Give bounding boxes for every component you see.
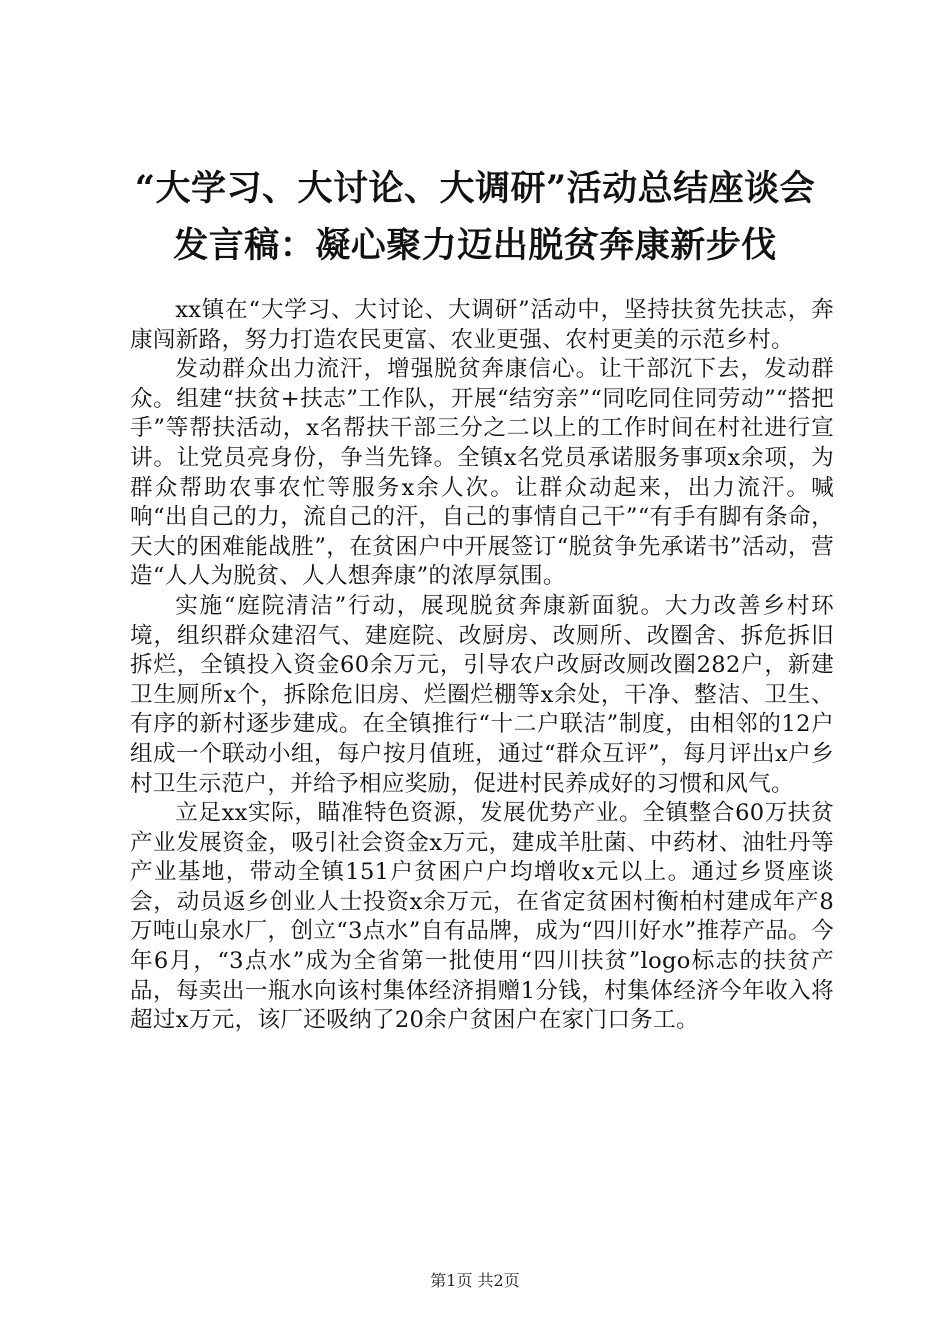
paragraph-2: 发动群众出力流汗，增强脱贫奔康信心。让干部沉下去，发动群众。组建“扶贫+扶志”工作队，开展“结穷亲”“同吃同住同劳动”“搭把手”等帮扶活动，x名帮扶干部三分之二以上的工作时间在村社进行宣讲。让党员亮身份，争当先锋。全镇x名党员承诺服务事项x余项，为群众帮助农事农忙等服务x余人次。让群众动起来，出力流汗。喊响“出自己的力，流自己的汗，自己的事情自己干”“有手有脚有条命，天大的困难能战胜”，在贫困户中开展签订“脱贫争先承诺书”活动，营造“人人为脱贫、人人想奔康”的浓厚氛围。: [130, 356, 834, 590]
title-line-2: 发言稿：凝心聚力迈出脱贫奔康新步伐: [173, 225, 777, 266]
document-body: [130, 296, 834, 1036]
title-line-1: “大学习、大讨论、大调研”活动总结座谈会: [134, 168, 816, 209]
paragraph-1: xx镇在“大学习、大讨论、大调研”活动中，坚持扶贫先扶志，奔康闯新路，努力打造农民更富、农业更强、农村更美的示范乡村。: [130, 297, 834, 353]
document-title: [110, 160, 840, 274]
paragraph-3: 实施“庭院清洁”行动，展现脱贫奔康新面貌。大力改善乡村环境，组织群众建沼气、建庭院、改厨房、改厕所、改圈舍、拆危拆旧拆烂，全镇投入资金60余万元，引导农户改厨改厕改圈282户，新建卫生厕所x个，拆除危旧房、烂圈烂棚等x余处，干净、整洁、卫生、有序的新村逐步建成。在全镇推行“十二户联洁”制度，由相邻的12户组成一个联动小组，每户按月值班，通过“群众互评”，每月评出x户乡村卫生示范户，并给予相应奖励，促进村民养成好的习惯和风气。: [130, 592, 834, 797]
paragraph-4: 立足xx实际，瞄准特色资源，发展优势产业。全镇整合60万扶贫产业发展资金，吸引社会资金x万元，建成羊肚菌、中药材、油牡丹等产业基地，带动全镇151户贫困户户均增收x元以上。通过乡贤座谈会，动员返乡创业人士投资x余万元，在省定贫困村衡柏村建成年产8万吨山泉水厂，创立“3点水”自有品牌，成为“四川好水”推荐产品。今年6月，“3点水”成为全省第一批使用“四川扶贫”logo标志的扶贫产品，每卖出一瓶水向该村集体经济捐赠1分钱，村集体经济今年收入将超过x万元，该厂还吸纳了20余户贫困户在家门口务工。: [130, 800, 834, 1034]
page-footer: 第1页 共2页: [430, 1271, 520, 1290]
